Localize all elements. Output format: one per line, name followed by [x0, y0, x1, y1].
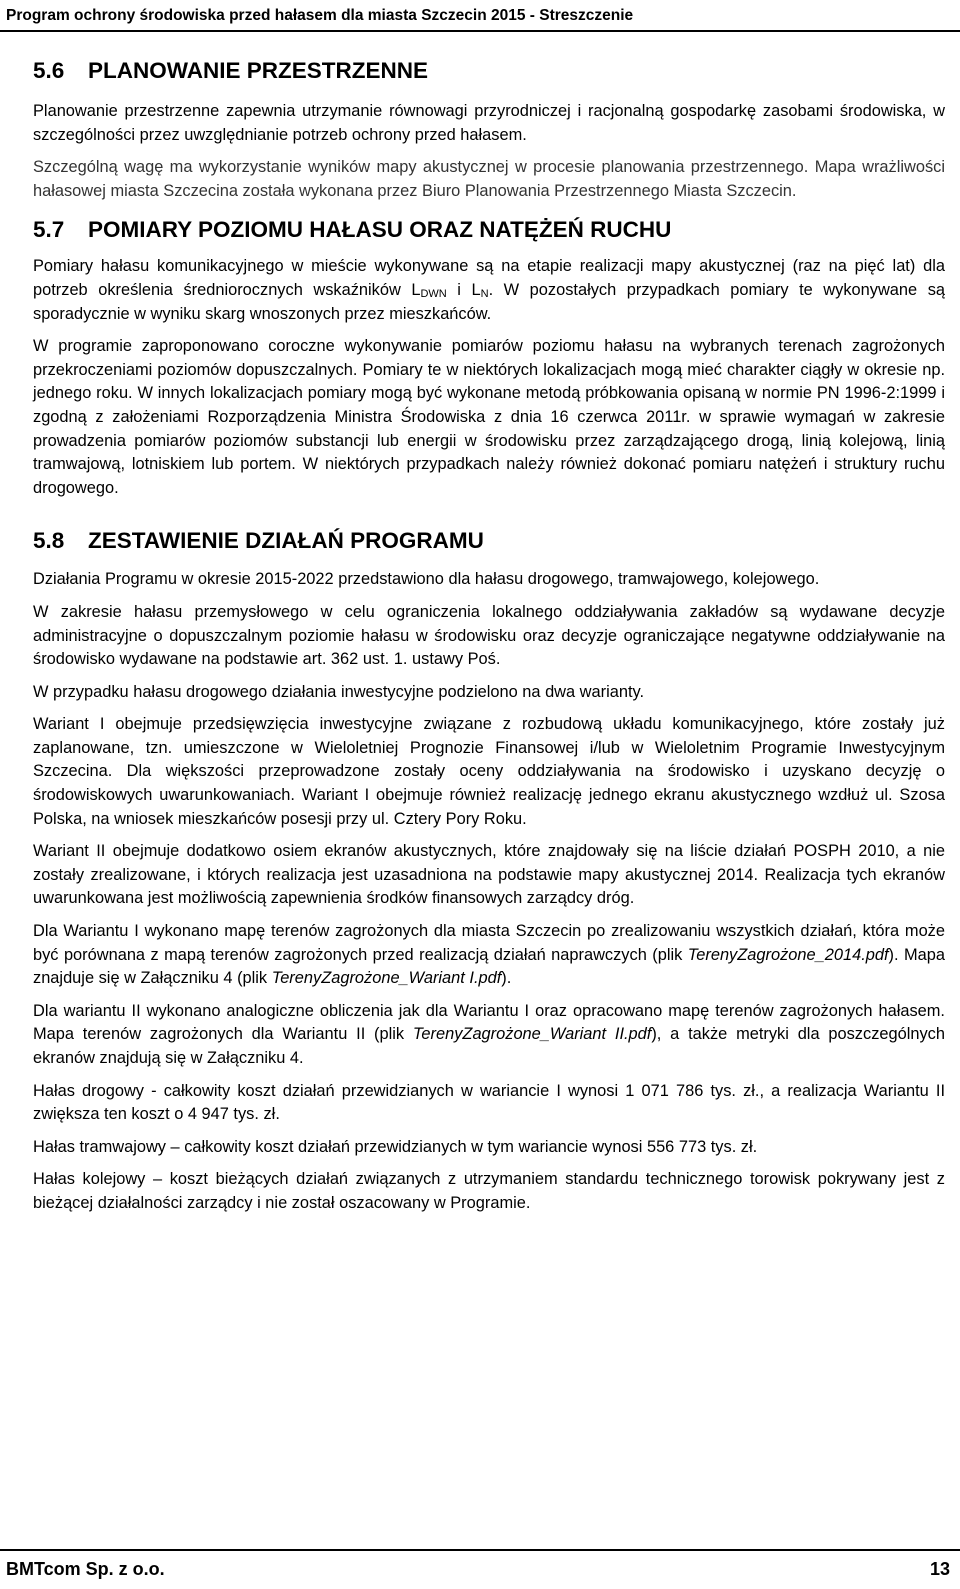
file-name: TerenyZagrożone_Wariant II.pdf	[412, 1025, 652, 1044]
file-name: TerenyZagrożone_Wariant I.pdf	[271, 969, 502, 988]
section-number: 5.7	[33, 217, 65, 243]
section-title: PLANOWANIE PRZESTRZENNE	[88, 58, 429, 83]
running-header: Program ochrony środowiska przed hałasem dla miasta Szczecin 2015 - Streszczenie	[0, 0, 960, 32]
page-number: 13	[929, 1559, 950, 1579]
paragraph: Działania Programu w okresie 2015-2022 przedstawiono dla hałasu drogowego, tramwajowego, kolejowego.	[33, 570, 820, 589]
paragraph: Planowanie przestrzenne zapewnia utrzymanie równowagi przyrodniczej i racjonalną gospodarkę zasobami środowiska, w szczególności przez uwzględnianie potrzeb ochrony przed hałasem.	[33, 102, 945, 144]
section-heading-5-7	[33, 215, 945, 245]
section-heading-5-6	[33, 56, 945, 86]
page-content	[33, 56, 945, 1216]
footer-company: BMTcom Sp. z o.o.	[6, 1559, 165, 1579]
paragraph: Dla wariantu II wykonano analogiczne obliczenia jak dla Wariantu I oraz opracowano mapę terenów zagrożonych hałasem. Mapa terenów zagrożonych dla Wariantu II (plik TerenyZagrożone_Wariant II.pdf), a także metryki dla poszczególnych ekranów znajdują się w Załączniku 4.	[33, 1001, 945, 1067]
section-number: 5.6	[33, 58, 65, 83]
section-title: POMIARY POZIOMU HAŁASU ORAZ NATĘŻEŃ RUCHU	[88, 217, 672, 243]
paragraph: W programie zaproponowano coroczne wykonywanie pomiarów poziomu hałasu na wybranych terenach zagrożonych przekroczeniami poziomów dopuszczalnych. Pomiary te w niektórych lokalizacjach mogą mieć charakter ciągły w okresie np. jednego roku. W innych lokalizacjach pomiary mogą być wykonane metodą próbkowania opisaną w normie PN 1996-2:1999 i zgodną z założeniami Rozporządzenia Ministra Środowiska z dnia 16 czerwca 2011r. w sprawie wymagań w zakresie prowadzenia pomiarów poziomów substancji lub energii w środowisku przez zarządzającego drogą, linią kolejową, linią tramwajową, lotniskiem lub portem. W niektórych przypadkach należy również dokonać pomiaru natężeń i struktury ruchu drogowego.	[33, 337, 945, 497]
paragraph: Szczególną wagę ma wykorzystanie wyników mapy akustycznej w procesie planowania przestrzennego. Mapa wrażliwości hałasowej miasta Szczecina została wykonana przez Biuro Planowania Przestrzennego Miasta Szczecin.	[33, 158, 945, 200]
section-number: 5.8	[33, 528, 65, 554]
paragraph: Hałas tramwajowy – całkowity koszt działań przewidzianych w tym wariancie wynosi 556 773 tys. zł.	[33, 1137, 758, 1156]
paragraph: W przypadku hałasu drogowego działania inwestycyjne podzielono na dwa warianty.	[33, 682, 645, 701]
paragraph: Wariant II obejmuje dodatkowo osiem ekranów akustycznych, które znajdowały się na liście działań POSPH 2010, a nie zostały zrealizowane, i których realizacja jest uzasadniona na podstawie mapy akustycznej 2014. Realizacja tych ekranów uwarunkowana jest możliwością zapewnienia środków finansowych zarządcy dróg.	[33, 842, 945, 908]
subscript: N	[480, 287, 489, 300]
paragraph: Hałas kolejowy – koszt bieżących działań związanych z utrzymaniem standardu technicznego torowisk pokrywany jest z bieżącej działalności zarządcy i nie został oszacowany w Programie.	[33, 1170, 945, 1212]
paragraph: Pomiary hałasu komunikacyjnego w mieście wykonywane są na etapie realizacji mapy akustycznej (raz na pięć lat) dla potrzeb określenia średniorocznych wskaźników $L_{DWN}$ i $L_N$. W pozostałych przypadkach pomiary te wykonywane są sporadycznie w wyniku skarg wnoszonych przez mieszkańców.	[33, 257, 945, 323]
subscript: DWN	[420, 287, 447, 300]
paragraph: Hałas drogowy - całkowity koszt działań przewidzianych w wariancie I wynosi 1 071 786 tys. zł., a realizacja Wariantu II zwiększa ten koszt o 4 947 tys. zł.	[33, 1081, 945, 1124]
section-title: ZESTAWIENIE DZIAŁAŃ PROGRAMU	[88, 528, 484, 554]
page-footer	[0, 1549, 960, 1589]
paragraph: W zakresie hałasu przemysłowego w celu ograniczenia lokalnego oddziaływania zakładów są wydawane decyzje administracyjne o dopuszczalnym poziomie hałasu w środowisku oraz decyzje ograniczające negatywne oddziaływanie na środowisko wydawane na podstawie art. 362 ust. 1. ustawy Poś.	[33, 602, 945, 669]
section-heading-5-8	[33, 526, 945, 556]
file-name: TerenyZagrożone_2014.pdf	[687, 945, 889, 964]
paragraph: Wariant I obejmuje przedsięwzięcia inwestycyjne związane z rozbudową układu komunikacyjnego, które zostały już zaplanowane, tzn. umieszczone w Wieloletniej Prognozie Finansowej i/lub w Wieloletnim Programie Inwestycyjnym Szczecina. Dla większości przeprowadzone zostały oceny oddziaływania na środowisko i uzyskano decyzję o środowiskowych uwarunkowaniach. Wariant I obejmuje również realizację jednego ekranu akustycznego wzdłuż ul. Szosa Polska, na wniosek mieszkańców posesji przy ul. Cztery Pory Roku.	[33, 715, 945, 828]
paragraph: Dla Wariantu I wykonano mapę terenów zagrożonych dla miasta Szczecin po zrealizowaniu wszystkich działań, która może być porównana z mapą terenów zagrożonych przed realizacją działań naprawczych (plik TerenyZagrożone_2014.pdf). Mapa znajduje się w Załączniku 4 (plik TerenyZagrożone_Wariant I.pdf).	[33, 922, 945, 988]
